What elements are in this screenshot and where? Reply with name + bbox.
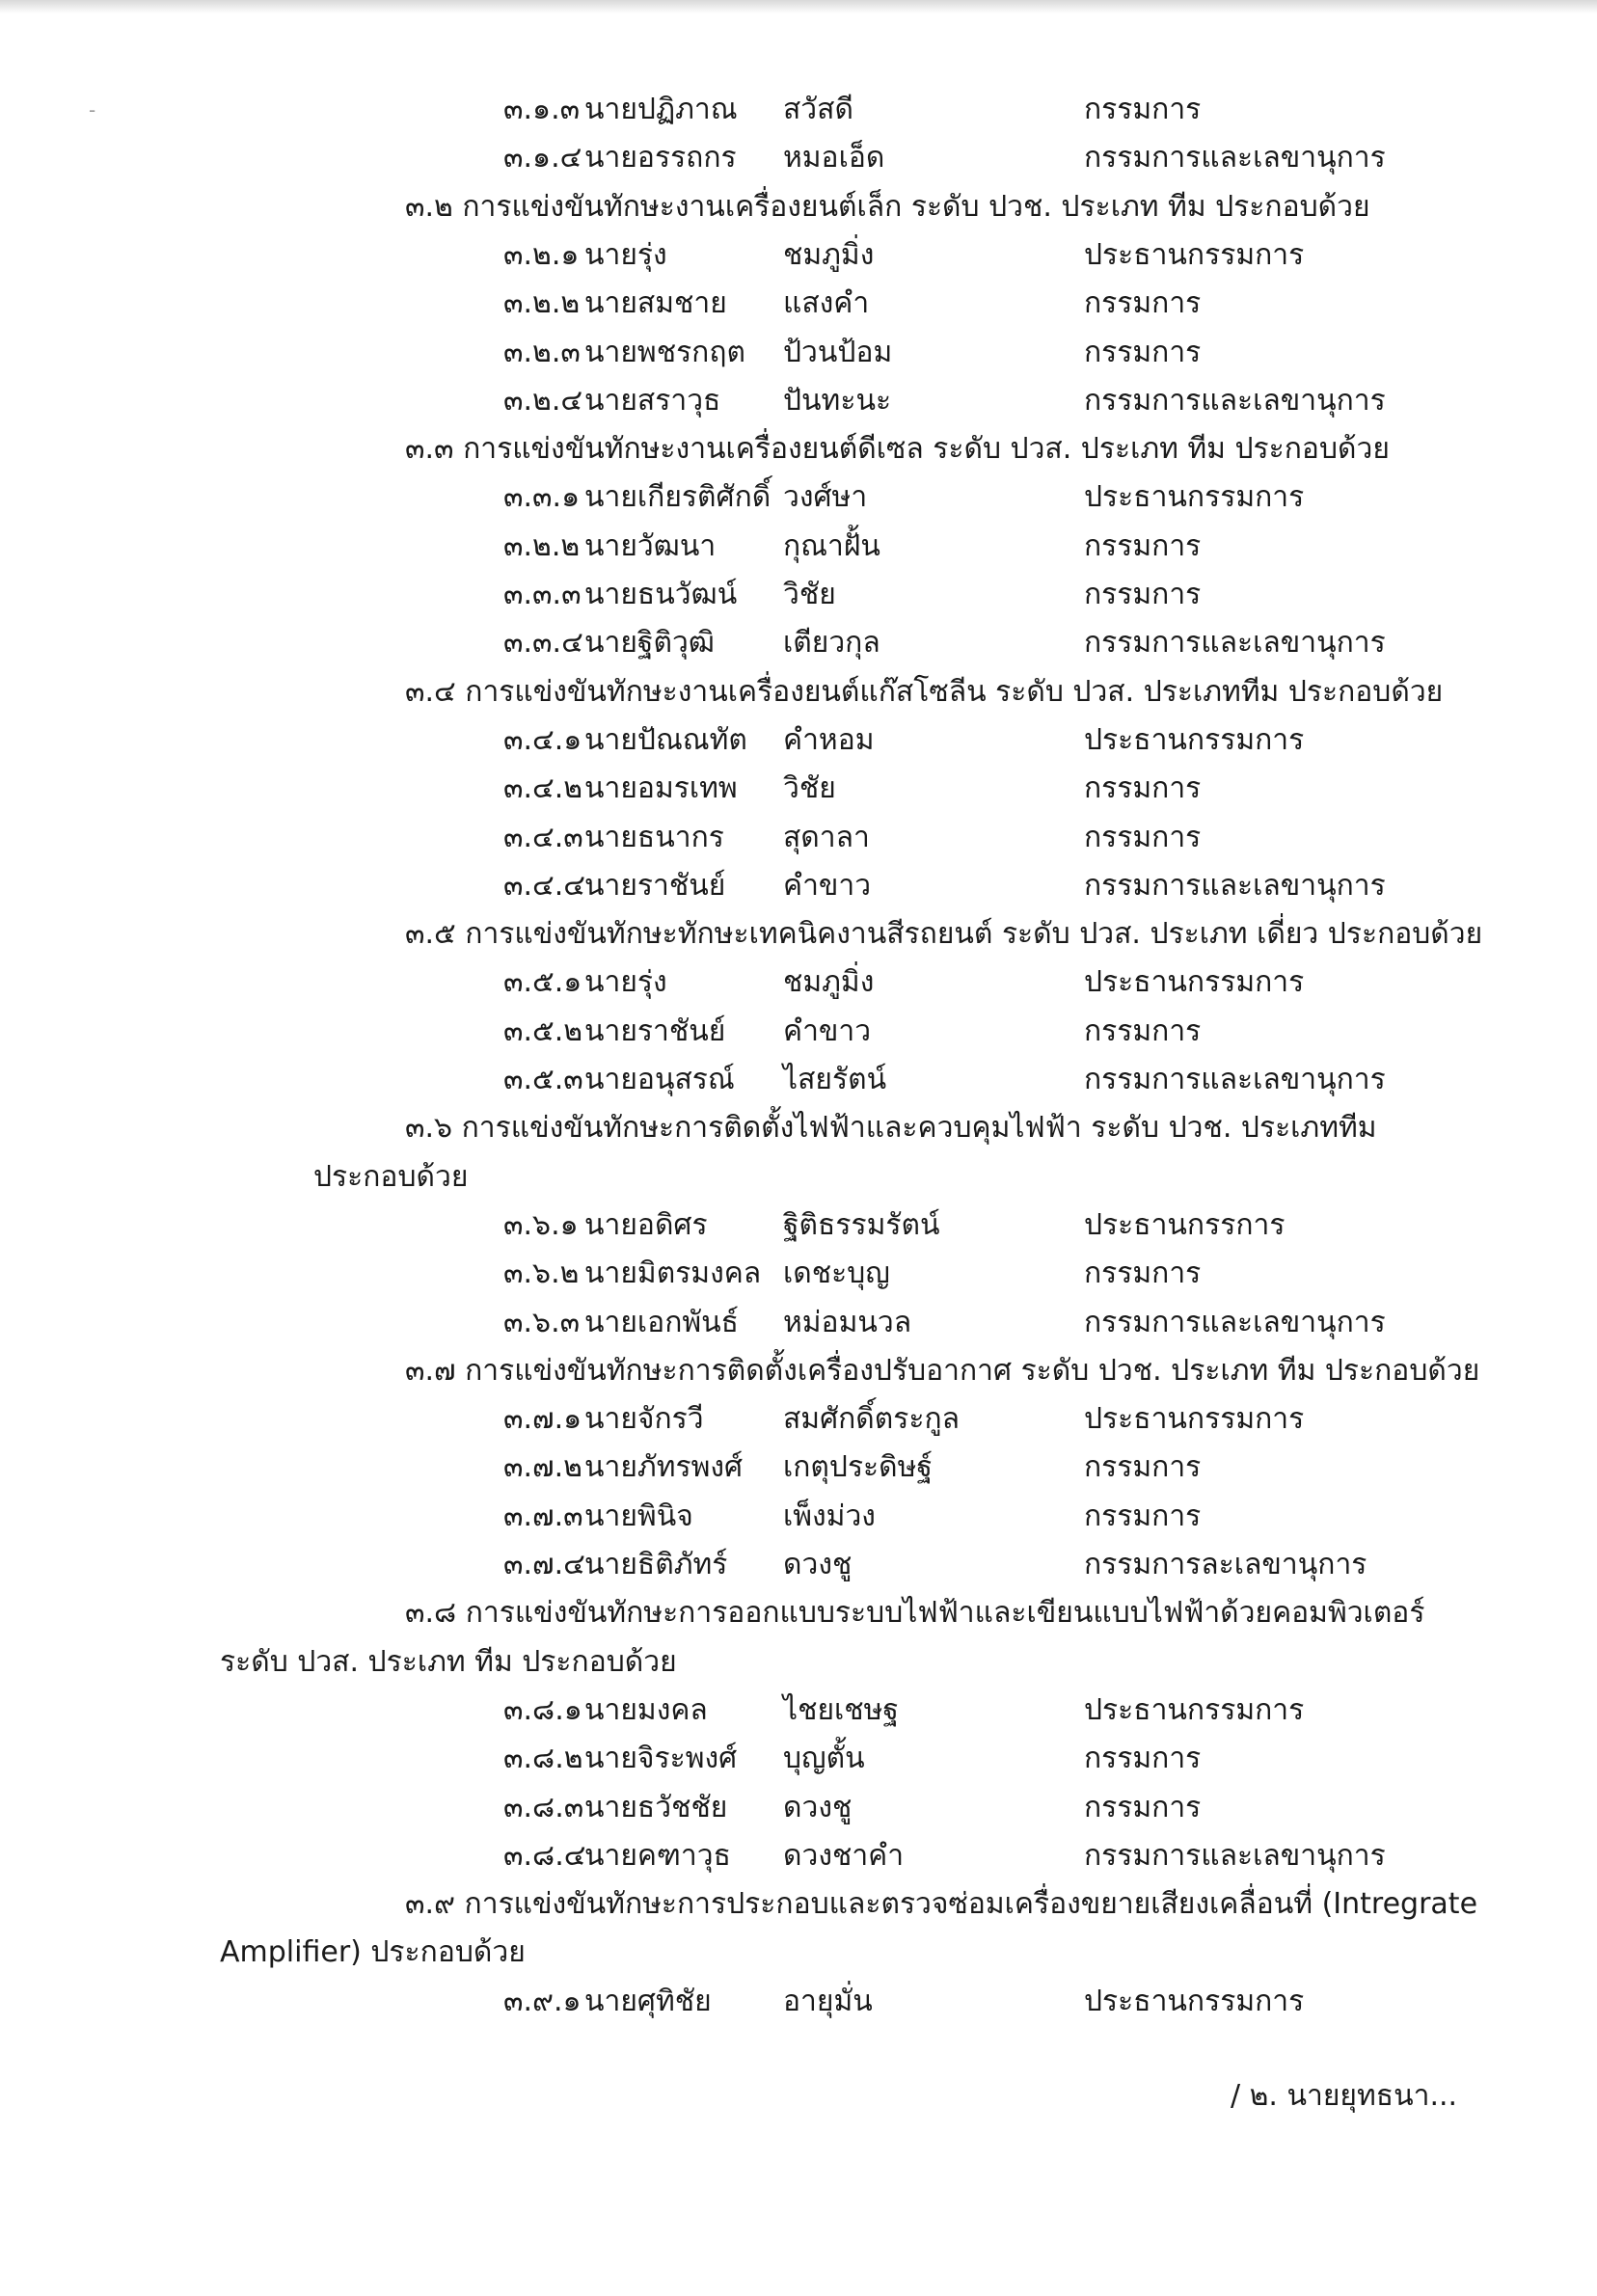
member-number: ๓.๗.๒ <box>503 1450 582 1484</box>
member-last-name: แสงคำ <box>783 286 870 320</box>
member-role: กรรมการและเลขานุการ <box>1084 1063 1386 1096</box>
member-last-name: เตียวกุล <box>783 626 880 660</box>
member-first-name: นายเอกพันธ์ <box>584 1306 739 1339</box>
member-first-name: นายปฏิภาณ <box>584 93 738 126</box>
member-first-name: นายธนากร <box>584 821 724 854</box>
member-role: ประธานกรรมการ <box>1084 723 1305 757</box>
member-role: กรรมการ <box>1084 1499 1202 1533</box>
member-number: ๓.๓.๓ <box>503 578 582 611</box>
member-number: ๓.๘.๑ <box>503 1693 582 1727</box>
member-number: ๓.๒.๔ <box>503 384 583 418</box>
member-first-name: นายมิตรมงคล <box>584 1256 762 1290</box>
member-number: ๓.๒.๒ <box>503 529 581 563</box>
member-last-name: ฐิติธรรมรัตน์ <box>783 1208 940 1242</box>
member-role: กรรมการ <box>1084 821 1202 854</box>
member-last-name: กุณาฝั้น <box>783 529 880 563</box>
member-first-name: นายพชรกฤต <box>584 336 745 369</box>
member-number: ๓.๗.๓ <box>503 1499 583 1533</box>
member-number: ๓.๖.๓ <box>503 1306 581 1339</box>
heading-continuation: Amplifier) ประกอบด้วย <box>220 1935 526 1969</box>
member-last-name: ป้วนป้อม <box>783 336 893 369</box>
member-number: ๓.๓.๔ <box>503 626 583 660</box>
member-role: กรรมการและเลขานุการ <box>1084 869 1386 903</box>
member-first-name: นายสมชาย <box>584 286 727 320</box>
member-number: ๓.๙.๑ <box>503 1985 582 2018</box>
member-last-name: ไชยเชษฐ <box>783 1693 899 1727</box>
member-role: ประธานกรรมการ <box>1084 1693 1305 1727</box>
member-number: ๓.๖.๒ <box>503 1256 580 1290</box>
member-first-name: นายอมรเทพ <box>584 771 738 805</box>
member-number: ๓.๕.๓ <box>503 1063 583 1096</box>
member-number: ๓.๒.๑ <box>503 238 580 272</box>
member-number: ๓.๗.๑ <box>503 1402 582 1436</box>
member-last-name: ไสยรัตน์ <box>783 1063 887 1096</box>
member-role: ประธานกรรการ <box>1084 1208 1286 1242</box>
member-number: ๓.๗.๔ <box>503 1548 585 1581</box>
member-number: ๓.๑.๓ <box>503 93 581 126</box>
member-role: ประธานกรรมการ <box>1084 965 1305 999</box>
member-first-name: นายปัณณทัต <box>584 723 747 757</box>
heading-continuation: ระดับ ปวส. ประเภท ทีม ประกอบด้วย <box>220 1645 677 1679</box>
heading-continuation: ประกอบด้วย <box>313 1160 469 1194</box>
member-first-name: นายคฑาวุธ <box>584 1839 731 1873</box>
member-last-name: หมอเอ็ด <box>783 141 885 175</box>
member-first-name: นายวัฒนา <box>584 529 717 563</box>
member-first-name: นายจักรวี <box>584 1402 704 1436</box>
section-heading: ๓.๕ การแข่งขันทักษะทักษะเทคนิคงานสีรถยนต์ ระดับ ปวส. ประเภท เดี่ยว ประกอบด้วย <box>405 917 1483 951</box>
member-last-name: ดวงชู <box>783 1791 853 1824</box>
member-first-name: นายภัทรพงศ์ <box>584 1450 744 1484</box>
member-last-name: เดชะบุญ <box>783 1256 890 1290</box>
member-number: ๓.๘.๔ <box>503 1839 586 1873</box>
member-last-name: คำหอม <box>783 723 875 757</box>
member-role: กรรมการและเลขานุการ <box>1084 1306 1386 1339</box>
member-last-name: เกตุประดิษฐ์ <box>783 1450 933 1484</box>
section-heading: ๓.๖ การแข่งขันทักษะการติดตั้งไฟฟ้าและควบคุมไฟฟ้า ระดับ ปวช. ประเภททีม <box>405 1111 1377 1145</box>
member-last-name: ดวงชาคำ <box>783 1839 905 1873</box>
member-last-name: อายุมั่น <box>783 1985 873 2018</box>
member-first-name: นายอนุสรณ์ <box>584 1063 735 1096</box>
member-number: ๓.๔.๒ <box>503 771 583 805</box>
member-role: กรรมการ <box>1084 93 1202 126</box>
member-last-name: สมศักดิ์ตระกูล <box>783 1402 961 1436</box>
member-number: ๓.๒.๒ <box>503 286 581 320</box>
member-last-name: ดวงชู <box>783 1548 853 1581</box>
member-role: กรรมการ <box>1084 1256 1202 1290</box>
member-first-name: นายราชันย์ <box>584 1014 726 1048</box>
member-role: กรรมการ <box>1084 1450 1202 1484</box>
member-number: ๓.๘.๓ <box>503 1791 584 1824</box>
section-heading: ๓.๙ การแข่งขันทักษะการประกอบและตรวจซ่อมเครื่องขยายเสียงเคลื่อนที่ (Intregrate <box>405 1887 1478 1921</box>
member-last-name: วงศ์ษา <box>783 480 868 514</box>
member-last-name: สวัสดี <box>783 93 853 126</box>
member-number: ๓.๖.๑ <box>503 1208 579 1242</box>
member-last-name: หม่อมนวล <box>783 1306 912 1339</box>
member-last-name: วิชัย <box>783 578 836 611</box>
member-first-name: นายรุ่ง <box>584 238 667 272</box>
member-first-name: นายรุ่ง <box>584 965 667 999</box>
member-role: กรรมการ <box>1084 336 1202 369</box>
member-role: กรรมการ <box>1084 578 1202 611</box>
scan-edge-shadow <box>0 0 1597 14</box>
member-first-name: นายราชันย์ <box>584 869 726 903</box>
member-role: กรรมการและเลขานุการ <box>1084 141 1386 175</box>
member-role: กรรมการ <box>1084 771 1202 805</box>
member-role: ประธานกรรมการ <box>1084 1402 1305 1436</box>
member-role: กรรมการและเลขานุการ <box>1084 1839 1386 1873</box>
member-role: ประธานกรรมการ <box>1084 238 1305 272</box>
member-role: กรรมการ <box>1084 1791 1202 1824</box>
section-heading: ๓.๗ การแข่งขันทักษะการติดตั้งเครื่องปรับอากาศ ระดับ ปวช. ประเภท ทีม ประกอบด้วย <box>405 1354 1480 1388</box>
member-last-name: ปันทะนะ <box>783 384 892 418</box>
section-heading: ๓.๔ การแข่งขันทักษะงานเครื่องยนต์แก๊สโซลีน ระดับ ปวส. ประเภททีม ประกอบด้วย <box>405 675 1444 709</box>
scan-mark: - <box>89 98 96 122</box>
member-last-name: คำขาว <box>783 1014 872 1048</box>
member-number: ๓.๘.๒ <box>503 1742 583 1775</box>
member-first-name: นายฐิติวุฒิ <box>584 626 715 660</box>
member-last-name: สุดาลา <box>783 821 870 854</box>
member-first-name: นายพินิจ <box>584 1499 693 1533</box>
member-first-name: นายมงคล <box>584 1693 708 1727</box>
member-role: กรรมการและเลขานุการ <box>1084 626 1386 660</box>
member-number: ๓.๒.๓ <box>503 336 581 369</box>
member-role: กรรมการและเลขานุการ <box>1084 384 1386 418</box>
member-first-name: นายศุทิชัย <box>584 1985 712 2018</box>
member-number: ๓.๕.๒ <box>503 1014 583 1048</box>
member-role: กรรมการ <box>1084 1014 1202 1048</box>
member-number: ๓.๓.๑ <box>503 480 581 514</box>
member-role: กรรมการ <box>1084 286 1202 320</box>
member-role: ประธานกรรมการ <box>1084 1985 1305 2018</box>
member-first-name: นายอรรถกร <box>584 141 737 175</box>
member-role: กรรมการ <box>1084 1742 1202 1775</box>
section-heading: ๓.๒ การแข่งขันทักษะงานเครื่องยนต์เล็ก ระดับ ปวช. ประเภท ทีม ประกอบด้วย <box>405 190 1370 224</box>
member-last-name: วิชัย <box>783 771 836 805</box>
member-first-name: นายอดิศร <box>584 1208 708 1242</box>
member-number: ๓.๑.๔ <box>503 141 582 175</box>
member-number: ๓.๕.๑ <box>503 965 582 999</box>
member-number: ๓.๔.๓ <box>503 821 583 854</box>
member-first-name: นายเกียรติศักดิ์ <box>584 480 771 514</box>
page-footer-continuation: / ๒. นายยุทธนา... <box>1231 2079 1458 2113</box>
member-last-name: คำขาว <box>783 869 872 903</box>
member-last-name: ชมภูมิ่ง <box>783 965 875 999</box>
member-role: กรรมการ <box>1084 529 1202 563</box>
member-first-name: นายธวัชชัย <box>584 1791 728 1824</box>
member-last-name: ชมภูมิ่ง <box>783 238 875 272</box>
member-last-name: เพ็งม่วง <box>783 1499 876 1533</box>
section-heading: ๓.๘ การแข่งขันทักษะการออกแบบระบบไฟฟ้าและเขียนแบบไฟฟ้าด้วยคอมพิวเตอร์ <box>405 1596 1425 1630</box>
member-first-name: นายธิติภัทร์ <box>584 1548 728 1581</box>
member-first-name: นายจิระพงศ์ <box>584 1742 738 1775</box>
member-last-name: บุญตั้น <box>783 1742 865 1775</box>
member-first-name: นายธนวัฒน์ <box>584 578 738 611</box>
member-number: ๓.๔.๑ <box>503 723 582 757</box>
member-number: ๓.๔.๔ <box>503 869 585 903</box>
section-heading: ๓.๓ การแข่งขันทักษะงานเครื่องยนต์ดีเซล ระดับ ปวส. ประเภท ทีม ประกอบด้วย <box>405 432 1390 466</box>
member-first-name: นายสราวุธ <box>584 384 721 418</box>
member-role: กรรมการละเลขานุการ <box>1084 1548 1367 1581</box>
member-role: ประธานกรรมการ <box>1084 480 1305 514</box>
